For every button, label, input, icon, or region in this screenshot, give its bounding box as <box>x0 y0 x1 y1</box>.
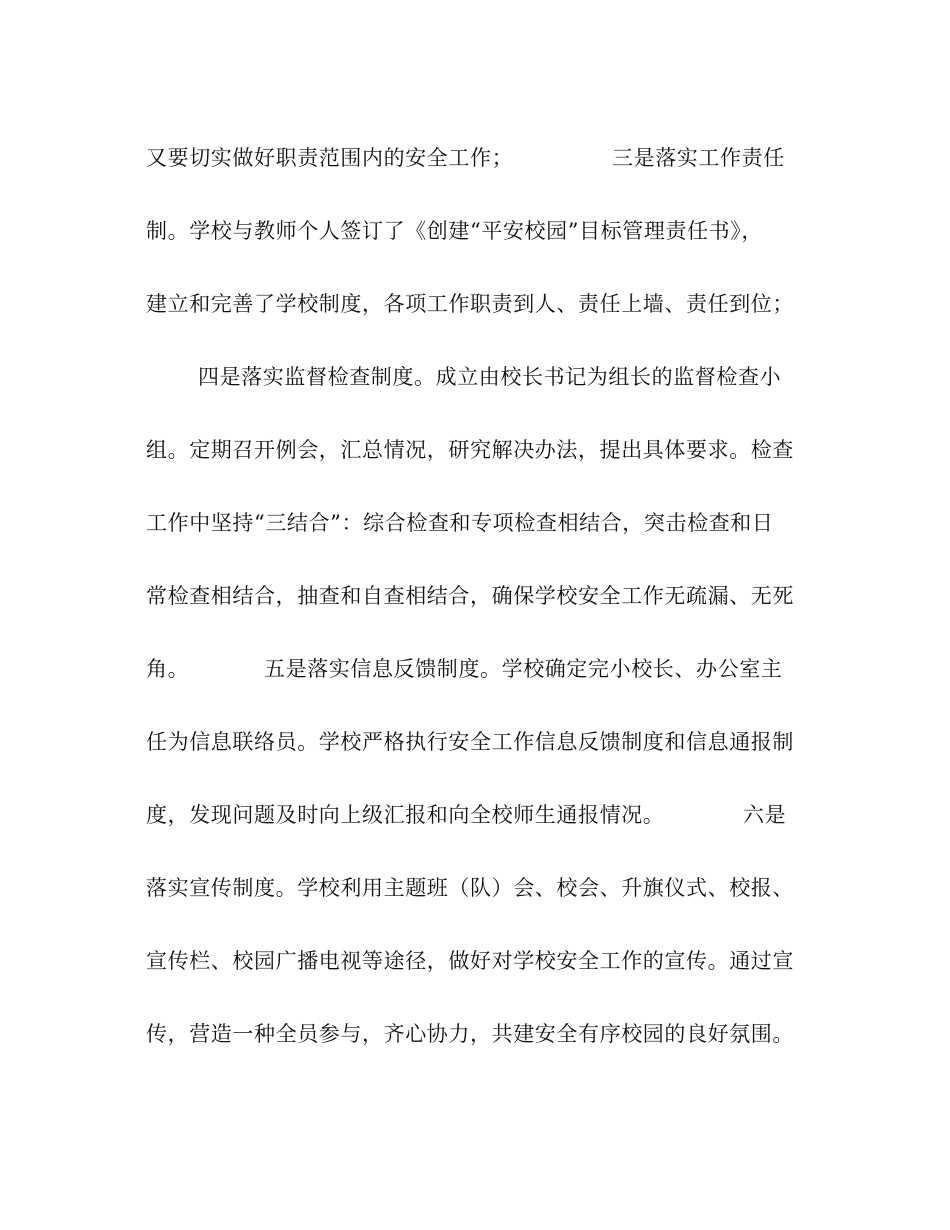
text-line-4 <box>146 362 826 392</box>
text-line-1 <box>146 143 826 173</box>
text-segment: 常检查相结合，抽查和自查相结合，确保学校安全工作无疏漏、无死 <box>146 584 794 608</box>
text-segment: 制。学校与教师个人签订了《创建“平安校园”目标管理责任书》， <box>146 219 763 243</box>
text-line-8 <box>146 654 826 684</box>
text-segment: 三是落实工作责任 <box>612 146 785 170</box>
text-segment: 度，发现问题及时向上级汇报和向全校师生通报情况。 <box>146 803 665 827</box>
text-segment: 六是 <box>743 803 787 827</box>
text-segment: 组。定期召开例会，汇总情况，研究解决办法，提出具体要求。检查 <box>146 438 794 462</box>
text-segment: 任为信息联络员。学校严格执行安全工作信息反馈制度和信息通报制 <box>146 730 794 754</box>
text-line-9 <box>146 727 826 757</box>
text-line-13 <box>146 1019 826 1049</box>
text-segment: 建立和完善了学校制度，各项工作职责到人、责任上墙、责任到位； <box>146 292 794 316</box>
text-segment: 工作中坚持“三结合”：综合检查和专项检查相结合，突击检查和日 <box>146 511 774 535</box>
text-segment: 五是落实信息反馈制度。学校确定完小校长、办公室主 <box>264 657 783 681</box>
text-line-2 <box>146 216 826 246</box>
text-line-7 <box>146 581 826 611</box>
text-line-12 <box>146 946 826 976</box>
text-segment: 四是落实监督检查制度。成立由校长书记为组长的监督检查小 <box>198 365 782 389</box>
text-line-10 <box>146 800 826 830</box>
text-line-5 <box>146 435 826 465</box>
text-segment: 落实宣传制度。学校利用主题班（队）会、校会、升旗仪式、校报、 <box>146 876 794 900</box>
text-line-3 <box>146 289 826 319</box>
text-segment: 传，营造一种全员参与，齐心协力，共建安全有序校园的良好氛围。 <box>146 1022 794 1046</box>
text-segment: 角。 <box>146 657 190 681</box>
text-line-6 <box>146 508 826 538</box>
text-segment: 宣传栏、校园广播电视等途径，做好对学校安全工作的宣传。通过宣 <box>146 949 794 973</box>
text-line-11 <box>146 873 826 903</box>
text-segment: 又要切实做好职责范围内的安全工作； <box>146 146 514 170</box>
